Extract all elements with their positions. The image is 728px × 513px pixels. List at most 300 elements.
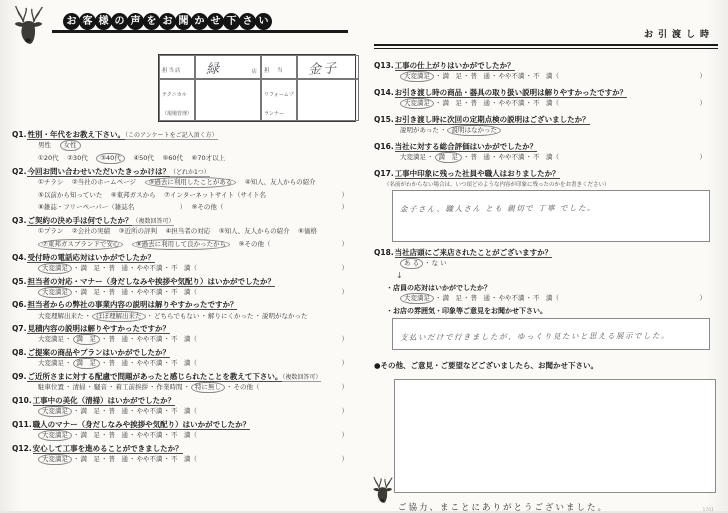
option-label: 普 通: [470, 72, 490, 81]
person-value-handwritten: 金子: [307, 61, 339, 78]
option-separator: [184, 203, 191, 211]
title-circle-char: い: [255, 13, 272, 30]
title-circle-char: お: [63, 13, 80, 30]
option-label: 大変満足: [400, 152, 426, 161]
arrow-down-mark: ↓: [396, 270, 403, 280]
closing-paren: ）: [341, 407, 348, 415]
title-circle-char: せ: [207, 13, 224, 30]
closing-paren: ）: [341, 335, 348, 344]
option-label: やや不満: [136, 287, 163, 296]
deer-logo-icon: [10, 4, 48, 46]
question-heading: [12, 130, 362, 140]
question-number: Q13.: [374, 61, 394, 70]
title-circle-char: 聞: [175, 13, 192, 30]
other-comments-box-wrap: [394, 379, 716, 493]
option-label: ④担当者の対応: [165, 227, 211, 236]
question-q18: [374, 248, 720, 351]
option-label: 解りにくかった: [207, 311, 254, 320]
option-separator: [103, 191, 110, 199]
option-label: ④50代: [133, 153, 154, 162]
answer-options-line: [38, 383, 348, 393]
question-q15: [374, 115, 720, 136]
option-circled-answer: 満 足: [73, 358, 101, 369]
sub-question-title: ・お店の雰囲気・印象等ご意見をお聞かせ下さい。: [386, 307, 547, 316]
option-separator: [89, 154, 96, 162]
option-circled-answer: 女性: [60, 140, 81, 151]
handwritten-answer-text: 金子さん、職人さん とも 親切で 丁寧 でした。: [399, 202, 597, 214]
closing-paren: ）: [699, 293, 706, 302]
answer-options-line: [38, 227, 348, 237]
handwritten-answer-box: [392, 190, 710, 242]
option-separator: ・: [463, 72, 470, 81]
option-circled-answer: 大変満足: [400, 98, 434, 109]
question-heading: [374, 248, 720, 258]
title-circle-char: 客: [79, 13, 96, 30]
answer-options-line: [38, 359, 348, 369]
other-comments-box: [394, 379, 716, 493]
question-title: 当社に対する総合評価はいかがでしたか？: [394, 141, 538, 151]
option-separator: ・: [149, 383, 156, 392]
title-circle-char: 声: [127, 13, 144, 30]
staff-cell-technical-label: [159, 79, 195, 121]
title-circle-char: 様: [95, 13, 112, 30]
option-label: 男性: [38, 141, 51, 150]
question-number: Q6.: [12, 300, 27, 310]
question-note-line: （名前がわからない場合は、いつ頃どのような内容が印象に残ったのかをお書きください）: [384, 181, 610, 188]
option-label: 不 満（: [533, 293, 559, 302]
option-separator: [124, 240, 131, 248]
option-separator: ・: [163, 430, 170, 439]
option-separator: ・: [101, 335, 108, 344]
option-separator: ・: [525, 152, 532, 161]
option-separator: ・: [439, 125, 447, 134]
person-label: 担 当: [264, 68, 284, 74]
question-number: Q7.: [12, 324, 27, 334]
option-label: 普 通: [108, 359, 128, 368]
closing-paren: ）: [341, 190, 348, 199]
option-circled-answer: 大変満足: [38, 430, 72, 441]
option-label: ⑧雑誌・フリーペーパー（雑誌名 ）: [38, 203, 183, 212]
option-separator: ・: [163, 287, 170, 296]
option-separator: ・: [463, 293, 470, 302]
question-heading: [374, 142, 720, 152]
option-label: 大変満足: [38, 335, 64, 344]
option-circled-answer: 大変満足: [400, 71, 434, 82]
question-number: Q14.: [374, 87, 394, 97]
option-label: 満 足: [80, 263, 100, 272]
closing-paren: ）: [341, 203, 348, 212]
question-q6: [12, 300, 362, 321]
closing-paren: ）: [341, 430, 348, 439]
option-separator: ・: [129, 287, 136, 296]
option-separator: ・: [129, 430, 136, 439]
question-q17: [374, 169, 720, 242]
option-label: ②30代: [67, 153, 88, 162]
answer-options-line: [38, 455, 348, 465]
question-heading: [12, 444, 362, 454]
question-q5: [12, 277, 362, 298]
question-number: Q3.: [12, 216, 27, 225]
question-q10: [12, 396, 362, 417]
option-separator: ・: [73, 454, 80, 463]
option-label: 駐車位置: [38, 383, 64, 392]
option-label: ①20代: [38, 153, 59, 162]
option-separator: [126, 154, 133, 162]
store-value-handwritten: 緑: [205, 61, 222, 78]
question-number: Q16.: [374, 141, 394, 151]
option-separator: [64, 227, 71, 235]
title-circle-char: か: [191, 13, 208, 30]
title-circle-char: さ: [239, 13, 256, 30]
option-label: ⑤以前から知っていた: [38, 190, 103, 199]
staff-cell-store-label: [159, 55, 195, 79]
option-separator: ・: [525, 72, 532, 81]
option-label: やや不満: [136, 359, 163, 368]
option-label: やや不満: [136, 335, 163, 344]
answer-options-line: [38, 240, 348, 250]
option-label: ⑨その他（: [238, 239, 271, 248]
store-label: 担当店: [162, 68, 182, 74]
option-label: 普 通: [108, 263, 128, 272]
handwritten-answer-text: 支払いだけで行きましたが、ゆっくり見たいと思える展示でした。: [399, 331, 670, 343]
option-separator: ・: [146, 311, 153, 320]
option-separator: ・: [491, 152, 498, 161]
option-label: やや不満: [136, 263, 163, 272]
question-number: Q5.: [12, 276, 27, 286]
option-label: 不 満（: [171, 454, 197, 463]
answer-options-line: [400, 99, 706, 109]
answer-options-line: [400, 72, 706, 82]
option-label: ④知人、友人からの紹介: [244, 177, 316, 186]
option-separator: ・: [183, 383, 190, 392]
staff-cell-technical-value: [195, 79, 261, 121]
option-label: 清掃: [72, 383, 86, 392]
option-separator: [64, 178, 71, 186]
option-label: ②当社のホームページ: [71, 177, 137, 186]
question-number: Q10.: [12, 395, 32, 405]
option-circled-answer: あ る: [400, 258, 423, 269]
option-separator: ・: [254, 311, 261, 320]
title-circle-char: お: [159, 13, 176, 30]
questions-right-column: [372, 61, 720, 350]
option-label: 作業時間: [156, 383, 183, 392]
option-label: 満 足: [442, 72, 462, 81]
option-label: ②会社の実績: [71, 227, 111, 236]
option-label: 騒音: [94, 383, 107, 392]
question-heading: [12, 167, 362, 177]
option-circled-answer: ③40代: [96, 153, 125, 164]
question-title: 今回お問い合わせいただいたきっかけは？: [27, 166, 170, 176]
question-title: 工事中印象に残った社員や職人はおりましたか？: [394, 168, 560, 178]
option-separator: ・: [200, 311, 207, 320]
question-heading: [12, 324, 362, 334]
option-circled-answer: ③過去に利用したことがある: [145, 177, 237, 188]
option-label: 普 通: [108, 430, 128, 439]
option-label: 大変理解出来た: [38, 311, 84, 320]
question-heading: [12, 372, 362, 382]
closing-paren: ）: [699, 99, 706, 107]
answer-options-line: [38, 407, 348, 417]
option-separator: [237, 178, 244, 186]
option-label: 満 足: [80, 430, 100, 439]
staff-table: [158, 54, 356, 122]
question-title: 受付時の電話応対はいかがでしたか？: [27, 252, 155, 262]
title-circle-char: を: [143, 13, 160, 30]
answer-options-line: [38, 431, 348, 441]
option-separator: ・: [491, 293, 498, 302]
option-label: 普 通: [108, 287, 128, 296]
question-heading: [12, 396, 362, 406]
option-separator: ・: [84, 311, 91, 320]
question-q1: [12, 130, 362, 164]
option-label: どちらでもない: [154, 311, 200, 320]
answer-options-line: [38, 178, 348, 188]
option-label: 普 通: [470, 99, 490, 107]
question-heading: [12, 420, 362, 430]
option-separator: ・: [73, 407, 80, 415]
option-label: ③近所の評判: [118, 227, 157, 236]
option-label: 大変満足: [38, 359, 64, 368]
title-underline: [52, 30, 348, 33]
question-note: （複数回答可）: [132, 218, 175, 225]
question-title: 当社店頭にご来店されたことがございますか？: [394, 247, 553, 257]
option-separator: ・: [435, 99, 442, 107]
answer-options-line: [400, 259, 706, 269]
option-label: 着工前挨拶: [115, 383, 148, 392]
option-label: ①チラシ: [38, 177, 64, 186]
staff-cell-planner-label: [261, 79, 297, 121]
option-separator: ・: [129, 263, 136, 272]
option-label: ⑥東邦ガスから: [110, 190, 156, 199]
option-label: 満 足: [442, 293, 462, 302]
option-label: 普 通: [470, 152, 490, 161]
option-label: 普 通: [108, 454, 128, 463]
option-separator: [111, 227, 118, 235]
option-circled-answer: ⑦東邦ガスブランドで安心: [38, 239, 123, 250]
question-title: 担当者の対応・マナー（身だしなみや挨拶や気配り）はいかがでしたか？: [27, 276, 275, 286]
option-label: やや不満: [498, 99, 525, 107]
option-circled-answer: 満 足: [435, 152, 463, 163]
question-q9: [12, 372, 362, 393]
question-title: 性別・年代をお教え下さい。: [27, 130, 125, 139]
question-title: 安心して工事を進めることができましたか？: [32, 443, 183, 453]
question-heading: [374, 61, 720, 71]
page-code: 1701: [702, 508, 714, 513]
option-label: 普 通: [470, 293, 490, 302]
answer-options-line: [38, 154, 348, 164]
option-label: ⑤60代: [162, 153, 184, 162]
store-suffix: 店: [251, 69, 257, 75]
staff-cell-person-label: [261, 55, 297, 79]
question-title: ご契約の決め手は何でしたか？: [27, 216, 133, 225]
survey-left-page: [10, 0, 362, 511]
closing-row: [398, 501, 716, 513]
option-label: ⑤知人、友人からの紹介: [218, 227, 290, 236]
option-label: 不 満（: [171, 430, 197, 439]
option-separator: ・: [73, 430, 80, 439]
option-separator: ・: [525, 293, 532, 302]
question-heading: [374, 169, 720, 179]
option-circled-answer: 大変満足: [38, 406, 72, 417]
option-separator: ・: [101, 454, 108, 463]
right-page-header: [372, 22, 720, 41]
question-title: お引き渡し時の商品・器具の取り扱い説明は解りやすかったですか？: [394, 87, 628, 97]
option-label: 不 満（: [533, 72, 559, 81]
closing-paren: ）: [699, 72, 706, 81]
option-separator: ・: [427, 152, 434, 161]
option-label: やや不満: [498, 293, 525, 302]
option-circled-answer: ⑧過去に利用して良かったから: [132, 239, 230, 250]
option-separator: ・: [424, 258, 431, 267]
option-separator: ・: [435, 293, 442, 302]
question-heading: [12, 277, 362, 287]
other-comments-title: ●その他、ご意見・ご要望などございましたら、お聞かせ下さい。: [374, 361, 599, 371]
title-circle-char: の: [111, 13, 128, 30]
option-separator: ・: [491, 72, 498, 81]
option-separator: ・: [163, 454, 170, 463]
staff-cell-planner-value: [297, 79, 359, 121]
option-label: ⑨その他（: [191, 203, 224, 212]
option-label: 不 満（: [533, 99, 559, 107]
option-separator: ・: [101, 430, 108, 439]
option-separator: ・: [73, 287, 80, 296]
option-separator: ・: [65, 335, 72, 344]
option-separator: [60, 154, 67, 162]
option-separator: ・: [65, 359, 72, 368]
option-circled-answer: 大変満足: [38, 263, 72, 274]
option-separator: ・: [463, 152, 470, 161]
option-label: やや不満: [136, 407, 163, 415]
closing-paren: ）: [341, 263, 348, 272]
option-circled-answer: 特に無し: [191, 382, 225, 393]
option-separator: [157, 191, 164, 199]
answer-options-line: [38, 288, 348, 298]
question-q12: [12, 444, 362, 465]
option-separator: ・: [163, 359, 170, 368]
option-separator: ・: [163, 263, 170, 272]
handwritten-answer-box: [392, 318, 710, 350]
closing-paren: ）: [341, 383, 348, 392]
answer-options-line: [400, 126, 706, 136]
option-separator: ・: [86, 383, 93, 392]
question-q8: [12, 348, 362, 369]
answer-options-line: [38, 335, 348, 345]
question-q4: [12, 253, 362, 274]
deer-logo-icon: [370, 475, 396, 505]
option-label: 普 通: [108, 407, 128, 415]
option-label: 不 満（: [171, 407, 197, 415]
option-label: ⑥価格: [298, 227, 317, 236]
answer-options-line: [38, 264, 348, 274]
staff-cell-store-value: [195, 55, 261, 79]
option-label: 満 足: [80, 287, 100, 296]
option-label: ⑦インターネットサイト（サイト名: [164, 190, 266, 199]
question-number: Q12.: [12, 443, 32, 453]
question-heading: [374, 115, 720, 125]
option-label: 不 満（: [171, 335, 197, 344]
question-q2: [12, 167, 362, 213]
option-label: 説明がなかった: [261, 311, 308, 320]
other-comments-section: [372, 360, 720, 513]
answer-options-line: [38, 203, 348, 213]
option-label: な い: [431, 258, 447, 267]
option-separator: ・: [73, 263, 80, 272]
option-label: ⑥70才以上: [191, 153, 226, 162]
closing-paren: ）: [341, 454, 348, 463]
option-label: やや不満: [498, 152, 525, 161]
option-label: ①プラン: [38, 227, 64, 236]
option-separator: ・: [491, 99, 498, 107]
option-separator: ・: [65, 383, 72, 392]
question-note: （複数回答可）: [282, 374, 322, 381]
closing-paren: ）: [341, 287, 348, 296]
staff-cell-person-value: [297, 55, 359, 79]
option-separator: [184, 154, 191, 162]
option-separator: ・: [163, 407, 170, 415]
question-number: Q4.: [12, 252, 27, 262]
option-circled-answer: 説明はなかった: [447, 125, 501, 136]
option-circled-answer: 満 足: [73, 334, 101, 345]
option-label: 不 満（: [171, 263, 197, 272]
answer-options-line: [38, 141, 348, 151]
option-separator: [291, 227, 298, 235]
answer-options-line: [400, 294, 706, 304]
option-separator: ・: [435, 72, 442, 81]
question-note: （このアンケートをご記入頂く方）: [124, 132, 218, 139]
question-title: 職人のマナー（身だしなみや挨拶や気配り）はいかがでしたか？: [32, 419, 251, 429]
page-title: [64, 13, 272, 30]
option-separator: ・: [101, 287, 108, 296]
option-separator: ・: [129, 359, 136, 368]
page-header: [10, 4, 362, 48]
option-label: 不 満（: [533, 152, 559, 161]
questions-left-column: [10, 130, 362, 465]
option-label: 説明があった: [400, 125, 439, 134]
answer-options-line: [38, 191, 348, 201]
technical-label: テクニカル（現場管理）: [162, 92, 193, 117]
option-separator: ・: [163, 335, 170, 344]
option-label: 満 足: [442, 99, 462, 107]
survey-right-page: [372, 0, 720, 511]
question-heading: [12, 300, 362, 310]
question-number: Q15.: [374, 114, 394, 124]
question-heading: [12, 253, 362, 263]
option-label: やや不満: [136, 430, 163, 439]
option-circled-answer: 大変満足: [38, 454, 72, 465]
question-q14: [374, 88, 720, 109]
option-separator: [137, 178, 144, 186]
closing-thanks-text: ご協力、まことにありがとうございました。: [398, 503, 609, 513]
closing-paren: ）: [699, 152, 706, 161]
option-separator: ・: [101, 359, 108, 368]
option-separator: ・: [525, 99, 532, 107]
title-circle-char: 下: [223, 13, 240, 30]
option-separator: ・: [129, 407, 136, 415]
question-heading: [12, 348, 362, 358]
option-label: やや不満: [498, 72, 525, 81]
option-label: 不 満（: [171, 359, 197, 368]
question-number: Q2.: [12, 166, 27, 176]
option-label: 普 通: [108, 335, 128, 344]
closing-paren: ）: [341, 239, 348, 248]
question-heading: [374, 88, 720, 98]
question-title: 見積内容の説明は解りやすかったですか？: [27, 324, 170, 334]
option-circled-answer: 大変満足: [38, 287, 72, 298]
question-number: Q18.: [374, 247, 394, 257]
option-label: やや不満: [136, 454, 163, 463]
question-title: ご近所さまに対する配慮で問題があったと感じられたことを教えて下さい。: [27, 372, 283, 381]
section-divider: [374, 44, 718, 49]
